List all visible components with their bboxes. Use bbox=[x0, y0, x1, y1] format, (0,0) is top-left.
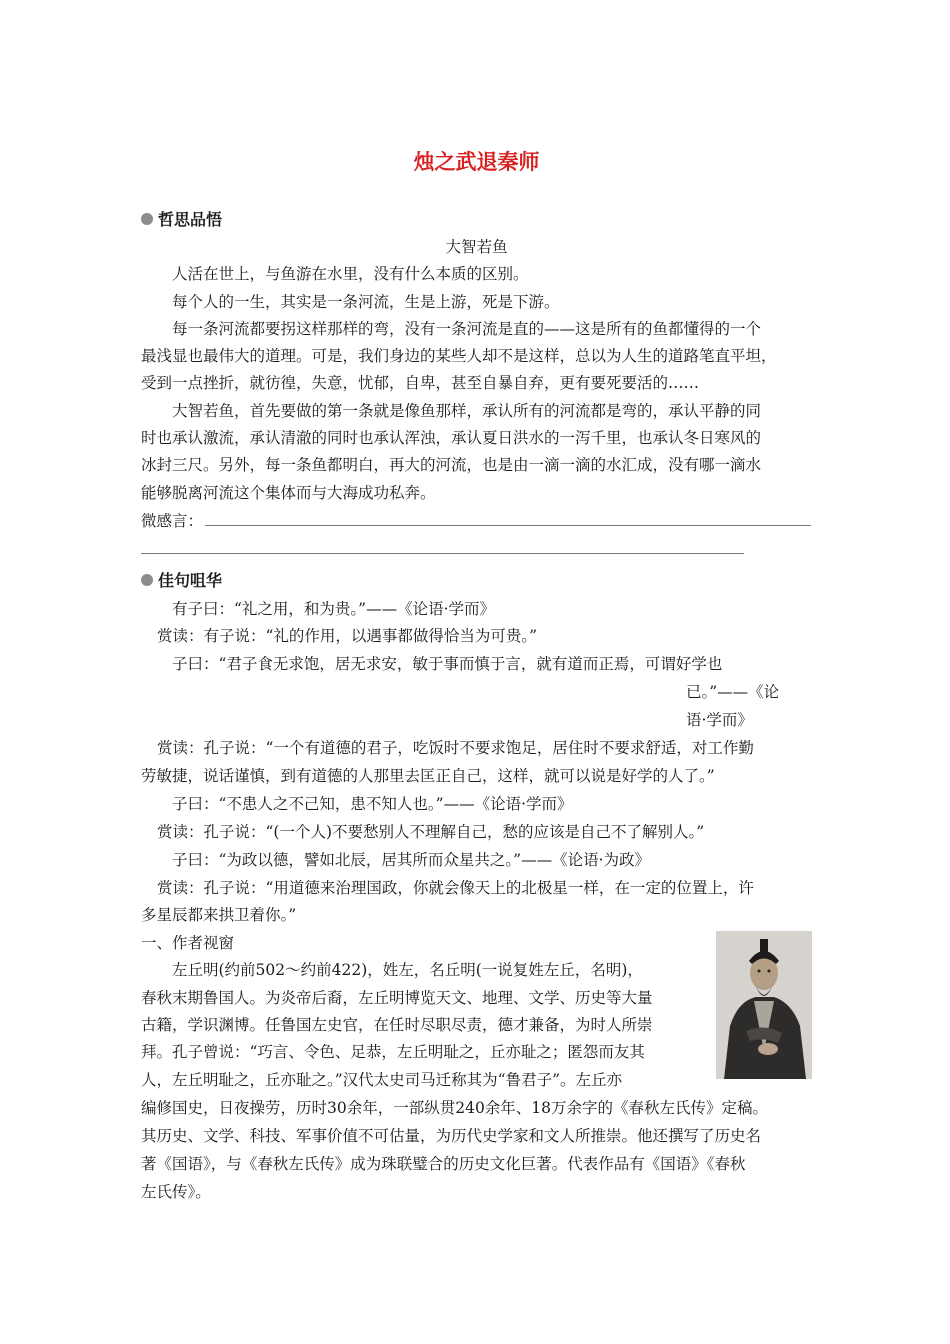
page-title: 烛之武退秦师 bbox=[413, 150, 540, 174]
bio-line: 人，左丘明耻之，丘亦耻之。”汉代太史司马迁称其为“鲁君子”。左丘亦 bbox=[141, 1071, 623, 1089]
bio-line: 春秋末期鲁国人。为炎帝后裔，左丘明博览天文、地理、文学、历史等大量 bbox=[141, 989, 653, 1007]
appreciation-line: 多星辰都来拱卫着你。” bbox=[141, 906, 297, 924]
appreciation-line: 赏读：孔子说：“(一个人)不要愁别人不理解自己，愁的应该是自己不了解别人。” bbox=[157, 823, 705, 841]
quote-line: 语·学而》 bbox=[686, 711, 753, 729]
appreciation-line: 赏读：有子说：“礼的作用，以遇事都做得恰当为可贵。” bbox=[157, 627, 538, 645]
paragraph-line: 人活在世上，与鱼游在水里，没有什么本质的区别。 bbox=[172, 265, 529, 283]
paragraph-line: 每一条河流都要拐这样那样的弯，没有一条河流是直的——这是所有的鱼都懂得的一个 bbox=[172, 320, 762, 338]
paragraph-line: 每个人的一生，其实是一条河流，生是上游，死是下游。 bbox=[172, 293, 560, 311]
quote-line: 子曰：“君子食无求饱，居无求安，敏于事而慎于言，就有道而正焉，可谓好学也 bbox=[172, 655, 723, 673]
section-heading-label: 佳句咀华 bbox=[158, 571, 223, 590]
paragraph-line: 时也承认激流，承认清澈的同时也承认浑浊，承认夏日洪水的一泻千里，也承认冬日寒风的 bbox=[141, 429, 762, 447]
paragraph-line: 大智若鱼，首先要做的第一条就是像鱼那样，承认所有的河流都是弯的，承认平静的同 bbox=[172, 402, 762, 420]
paragraph-line: 冰封三尺。另外，每一条鱼都明白，再大的河流，也是由一滴一滴的水汇成，没有哪一滴水 bbox=[141, 456, 762, 474]
section-heading-author: 一、作者视窗 bbox=[141, 934, 235, 952]
bio-line: 古籍，学识渊博。任鲁国左史官，在任时尽职尽责，德才兼备，为时人所崇 bbox=[141, 1016, 653, 1034]
bio-line: 其历史、文学、科技、军事价值不可估量，为历代史学家和文人所推崇。他还撰写了历史名 bbox=[141, 1127, 762, 1145]
bio-line: 左丘明(约前502～约前422)，姓左，名丘明(一说复姓左丘，名明)， bbox=[172, 961, 643, 979]
bio-line: 著《国语》，与《春秋左氏传》成为珠联璧合的历史文化巨著。代表作品有《国语》《春秋 bbox=[141, 1155, 746, 1173]
appreciation-line: 赏读：孔子说：“一个有道德的君子，吃饭时不要求饱足，居住时不要求舒适，对工作勤 bbox=[157, 739, 754, 757]
reflection-answer-line[interactable] bbox=[141, 553, 744, 554]
bullet-icon bbox=[141, 574, 153, 586]
author-portrait bbox=[716, 931, 812, 1079]
quote-line: 子曰：“不患人之不己知，患不知人也。”——《论语·学而》 bbox=[172, 795, 573, 813]
paragraph-line: 受到一点挫折，就彷徨，失意，忧郁，自卑，甚至自暴自弃，更有要死要活的…… bbox=[141, 374, 700, 392]
reflection-label: 微感言： bbox=[141, 512, 204, 530]
section-heading-zhesi bbox=[141, 207, 222, 230]
paragraph-line: 最浅显也最伟大的道理。可是，我们身边的某些人却不是这样，总以为人生的道路笔直平坦， bbox=[141, 347, 777, 365]
portrait-image bbox=[716, 931, 812, 1079]
appreciation-line: 劳敏捷，说话谨慎，到有道德的人那里去匡正自己，这样，就可以说是好学的人了。” bbox=[141, 767, 715, 785]
bio-line: 拜。孔子曾说：“巧言、令色、足恭，左丘明耻之，丘亦耻之；匿怨而友其 bbox=[141, 1043, 645, 1061]
essay-subtitle: 大智若鱼 bbox=[445, 238, 508, 256]
quote-line: 已。”——《论 bbox=[686, 683, 780, 701]
section-heading-jiaju bbox=[141, 568, 222, 591]
paragraph-line: 能够脱离河流这个集体而与大海成功私奔。 bbox=[141, 484, 436, 502]
bullet-icon bbox=[141, 213, 153, 225]
quote-line: 子曰：“为政以德，譬如北辰，居其所而众星共之。”——《论语·为政》 bbox=[172, 851, 651, 869]
bio-line: 编修国史，日夜操劳，历时30余年，一部纵贯240余年、18万余字的《春秋左氏传》定稿。 bbox=[141, 1099, 769, 1117]
reflection-answer-line[interactable] bbox=[205, 525, 811, 526]
quote-line: 有子曰：“礼之用，和为贵。”——《论语·学而》 bbox=[172, 600, 496, 618]
bio-line: 左氏传》。 bbox=[141, 1183, 211, 1201]
section-heading-label: 哲思品悟 bbox=[158, 210, 223, 229]
appreciation-line: 赏读：孔子说：“用道德来治理国政，你就会像天上的北极星一样，在一定的位置上，许 bbox=[157, 879, 754, 897]
